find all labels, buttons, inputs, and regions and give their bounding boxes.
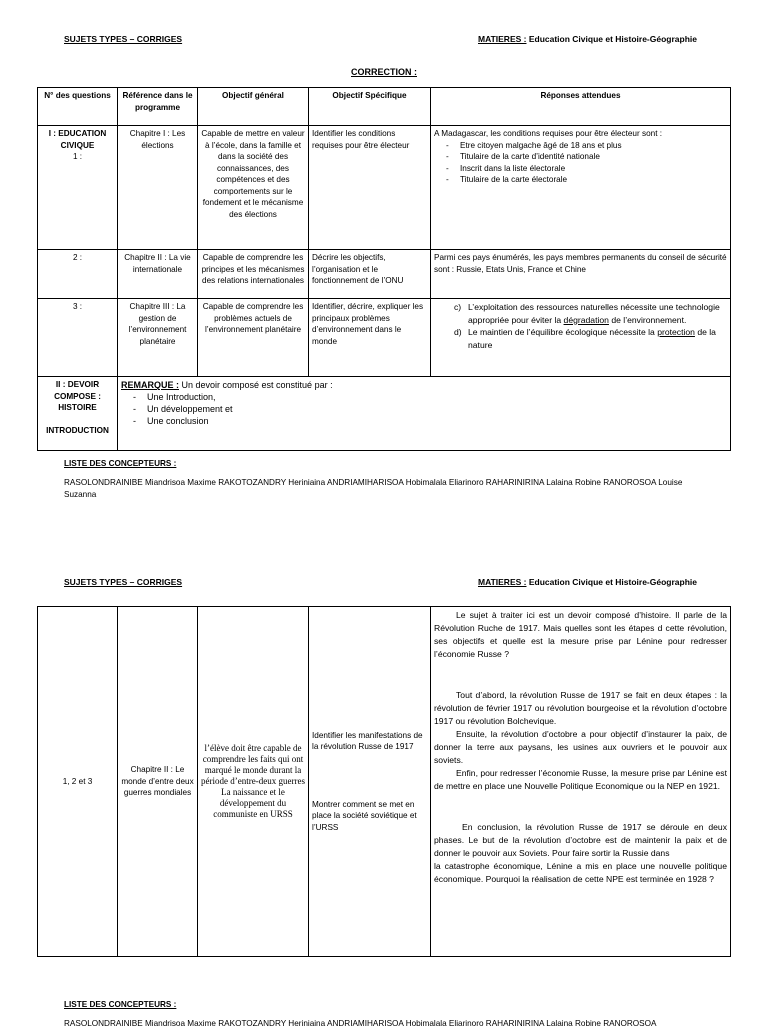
essay-reference: Chapitre II : Le monde d’entre deux guerres mondiales [118,607,198,957]
list-item: - Etre citoyen malgache âgé de 18 ans et plus [460,140,727,152]
col-header-general: Objectif général [198,88,309,126]
list-item: c) L’exploitation des ressources naturelles nécessite une technologie appropriée pour éviter la dégradation de l’environnement. [454,302,720,325]
list-item: - Une conclusion [147,415,727,427]
page2-designers-names: RASOLONDRAINIBE Miandrisoa Maxime RAKOTOZANDRY Heriniaina ANDRIAMIHARISOA Hobimalala Eliarinoro RAHARINIRINA Lalaina Robine RANOROSOA [64,1019,657,1028]
row3-reference: Chapitre III : La gestion de l’environnement planétaire [118,299,198,377]
list-item: - Inscrit dans la liste électorale [460,163,727,175]
essay-development-2: Ensuite, la révolution d’octobre a pour objectif d’instaurer la paix, de donner la terre aux paysans, les usines aux ouvriers et le pouvoir aux soviets. [434,729,727,765]
row1-specific: Identifier les conditions requises pour être électeur [309,126,431,250]
row2-question: 2 : [38,250,118,299]
list-item: - Une Introduction, [147,391,727,403]
page2-header-left: SUJETS TYPES – CORRIGES [64,577,183,587]
row1-reference: Chapitre I : Les élections [118,126,198,250]
row2-specific: Décrire les objectifs, l’organisation et le fonctionnement de l’ONU [309,250,431,299]
row3-general: Capable de comprendre les problèmes actuels de l’environnement planétaire [198,299,309,377]
correction-table [37,87,731,451]
row3-specific: Identifier, décrire, expliquer les principaux problèmes d’environnement dans le monde [309,299,431,377]
correction-title: CORRECTION : [351,67,417,77]
essay-table [37,606,731,957]
list-item: - Titulaire de la carte électorale [460,174,727,186]
table-row [38,126,731,250]
table-row [38,250,731,299]
essay-conclusion-1: En conclusion, la révolution Russe de 1917 se déroule en deux phases. Le but de la révolution d’octobre est de maintenir la paix et de donner le pouvoir aux Soviets. Pour faire sortir la Russie dans [434,822,727,858]
row1-response: A Madagascar, les conditions requises pour être électeur sont : - Etre citoyen malgache âgé de 18 ans et plus - Titulaire de la carte d’identité nationale - Inscrit dans la liste électorale - Titulaire de la carte électorale [431,126,731,250]
row2-response: Parmi ces pays énumérés, les pays membres permanents du conseil de sécurité sont : Russie, Etats Unis, France et Chine [431,250,731,299]
list-item: d) Le maintien de l’équilibre écologique nécessite la protection de la nature [454,327,716,350]
col-header-specific: Objectif Spécifique [309,88,431,126]
col-header-responses: Réponses attendues [431,88,731,126]
essay-development-1: Tout d’abord, la révolution Russe de 1917 se fait en deux étapes : la révolution de février 1917 ou révolution bourgeoise et la révolution d’octobre 1917 ou révolution Bolchevique. [434,690,727,726]
page2-list-label: LISTE DES CONCEPTEURS : [64,1000,177,1009]
essay-response [431,607,731,957]
table-row [38,377,731,451]
essay-development-3: Enfin, pour redresser l’économie Russe, la mesure prise par Lénine est de mettre en place une Nouvelle Politique Economique ou la NEP en 1921. [434,768,727,791]
row2-reference: Chapitre II : La vie internationale [118,250,198,299]
page2-header-right: MATIERES : Education Civique et Histoire-Géographie [478,577,697,587]
table-row [38,299,731,377]
row2-general: Capable de comprendre les principes et les mécanismes des relations internationales [198,250,309,299]
environment-list [434,301,727,351]
row4-question: II : DEVOIR COMPOSE : HISTOIRE INTRODUCTION [38,377,118,451]
essay-conclusion-2: la catastrophe économique, Lénine a mis en place une nouvelle politique économique. Pourquoi la réalisation de cette NPE est terminée en 1928 ? [434,861,727,884]
conditions-list [434,140,727,186]
table-row [38,607,731,957]
page1-header-right: MATIERES : Education Civique et Histoire-Géographie [478,34,697,44]
row1-general: Capable de mettre en valeur à l’école, dans la famille et dans la société des connaissances, des compétences et des comportements sur le fondement et le mécanisme des élections [198,126,309,250]
essay-specific: Identifier les manifestations de la révolution Russe de 1917 Montrer comment se met en place la société soviétique et l’URSS [309,607,431,957]
essay-introduction: Le sujet à traiter ici est un devoir composé d’histoire. Il parle de la Révolution Ruche de 1917. Mais quelles sont les étapes d cette révolution, ses objectifs et quelle est la mesure prise par Lénine pour redresser l’économie Russe ? [434,610,727,659]
list-item: - Un développement et [147,403,727,415]
page1-header-left: SUJETS TYPES – CORRIGES [64,34,183,44]
essay-question: 1, 2 et 3 [38,607,118,957]
essay-general: l’élève doit être capable de comprendre les faits qui ont marqué le monde durant la période d’entre-deux guerres La naissance et le développement du communiste en URSS [198,607,309,957]
page1-list-label: LISTE DES CONCEPTEURS : [64,459,177,468]
remark-list [121,391,727,427]
row3-response [431,299,731,377]
list-item: - Titulaire de la carte d’identité nationale [460,151,727,163]
row1-question: I : EDUCATION CIVIQUE 1 : [38,126,118,250]
page1-designers-names: RASOLONDRAINIBE Miandrisoa Maxime RAKOTOZANDRY Heriniaina ANDRIAMIHARISOA Hobimalala Eliarinoro RAHARINIRINA Lalaina Robine RANOROSOA Louise Suzanna [64,478,683,499]
row4-remark: REMARQUE : Un devoir composé est constitué par : - Une Introduction, - Un développement et - Une conclusion [118,377,731,451]
row3-question: 3 : [38,299,118,377]
col-header-questions: N° des questions [38,88,118,126]
col-header-reference: Référence dans le programme [118,88,198,126]
table-header-row [38,88,731,126]
